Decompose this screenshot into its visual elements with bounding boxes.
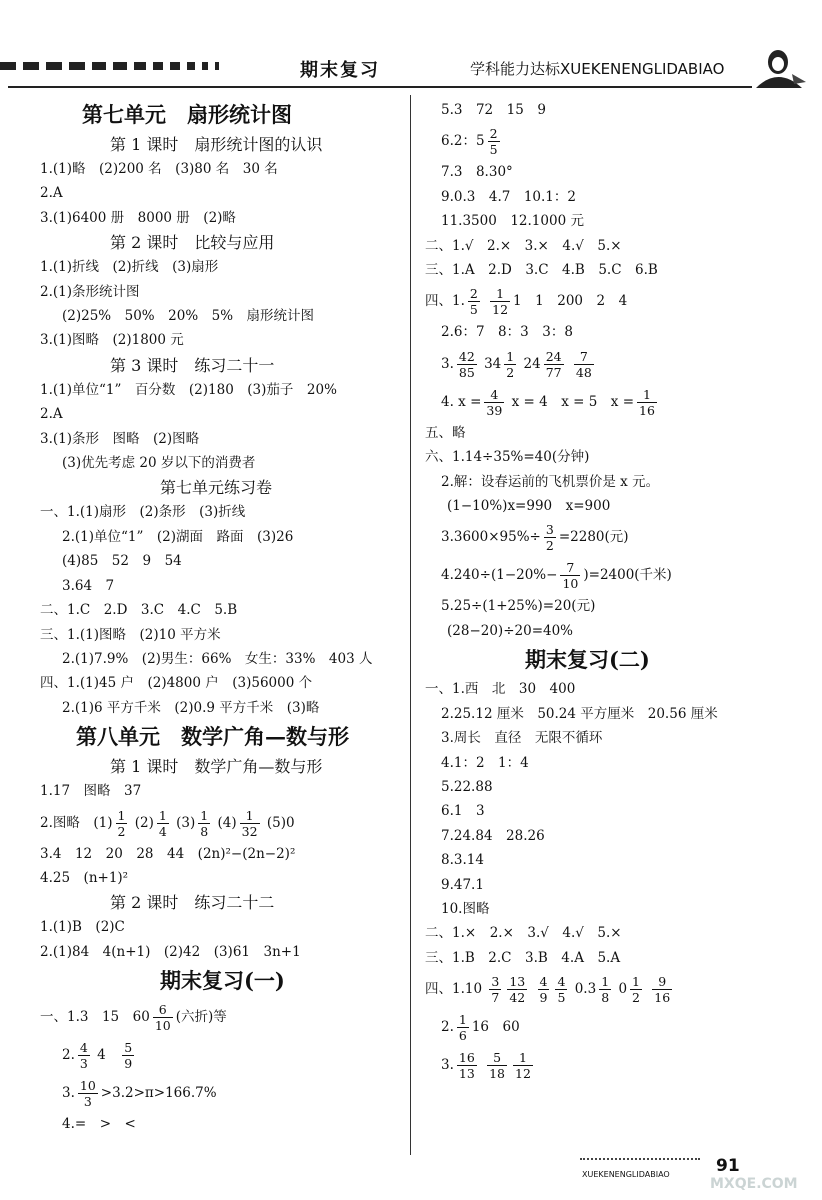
answer-line: 7.3 8.30°: [441, 164, 513, 181]
page-header: [0, 0, 822, 92]
fraction-denominator: 48: [575, 364, 592, 380]
answer-line: 4.25 (n+1)²: [40, 869, 129, 886]
fraction-denominator: 9: [124, 1056, 133, 1072]
fraction-numerator: 42: [458, 348, 475, 364]
answer-line: 四、1.(1)45 户 (2)4800 户 (3)56000 个: [40, 675, 313, 692]
fraction: [240, 808, 260, 839]
fraction-denominator: 2: [545, 538, 554, 554]
fraction-numerator: 7: [574, 349, 594, 365]
answer-line: 一、1.西 北 30 400: [425, 681, 576, 698]
answer-line: 9.47.1: [441, 876, 484, 893]
fraction-numerator: 1: [513, 1050, 533, 1066]
fraction: [157, 808, 169, 839]
answer-line: 2.A: [40, 406, 63, 423]
fraction: [78, 1040, 90, 1071]
fraction: [489, 974, 501, 1005]
fraction-numerator: 13: [509, 974, 526, 990]
fraction-numerator: 9: [652, 974, 672, 990]
answer-line: 9.0.3 4.7 10.1：2: [441, 188, 576, 205]
answer-line: 11.3500 12.1000 元: [441, 213, 584, 230]
fraction-numerator: 4: [484, 387, 504, 403]
lesson-heading: 第 1 课时 扇形统计图的认识: [110, 135, 323, 154]
fraction-denominator: 9: [539, 990, 548, 1006]
fraction: [599, 974, 611, 1005]
fraction-numerator: 6: [153, 1002, 173, 1018]
fraction: [484, 387, 504, 418]
fraction-numerator: 4: [79, 1040, 88, 1056]
fraction-denominator: 3: [79, 1056, 88, 1072]
fraction-denominator: 16: [639, 402, 655, 418]
fraction: [555, 974, 567, 1005]
fraction: [457, 349, 477, 380]
answer-line: 2.(1)84 4(n+1) (2)42 (3)61 3n+1: [40, 943, 301, 960]
answer-line-fractions: 一、1.3 15 60 $\frac{6}{10}$ (六折)等: [40, 1002, 227, 1034]
answer-line-fractions: 2.图略 (1) $\frac{1}{2}$ (2) $\frac{1}{4}$ (3) $\frac{1}{8}$ (4) $\frac{1}{32}$ (5)0: [40, 807, 295, 839]
fraction-denominator: 5: [489, 142, 498, 158]
answer-line: 3.(1)条形 图略 (2)图略: [40, 430, 200, 447]
answer-line: 二、1.√ 2.× 3.× 4.√ 5.×: [425, 237, 622, 254]
fraction-denominator: 2: [117, 823, 126, 839]
answer-line: 4.1：2 1：4: [441, 754, 529, 771]
review1-title: 期末复习(一): [160, 968, 285, 994]
fraction-numerator: 2: [469, 286, 478, 302]
fraction-numerator: 3: [545, 522, 554, 538]
fraction: [488, 126, 500, 157]
fraction-denominator: 39: [486, 402, 503, 418]
answer-line-fractions: 2. $\frac{1}{6}$ 16 60: [441, 1012, 520, 1044]
fraction-denominator: 12: [515, 1066, 531, 1082]
answer-line-fractions: 4. x = $\frac{4}{39}$ x = 4 x = 5 x = $\frac{1}{16}$: [441, 386, 655, 418]
answer-line-fractions: 3. $\frac{42}{85}$ 34 $\frac{1}{2}$ 24 $\frac{24}{77}$ $\frac{7}{48}$: [441, 348, 592, 380]
answer-line-fractions: 3. $\frac{16}{13}$ $\frac{5}{18}$ $\frac{1}{12}$: [441, 1050, 531, 1082]
answer-line: 二、1.× 2.× 3.√ 4.√ 5.×: [425, 925, 622, 942]
answer-line: 5.3 72 15 9: [441, 102, 546, 118]
fraction: [490, 286, 510, 317]
answer-line: 二、1.C 2.D 3.C 4.C 5.B: [40, 602, 238, 619]
fraction-numerator: 5: [487, 1050, 507, 1066]
fraction: [116, 808, 128, 839]
answer-line: 六、1.14÷35%=40(分钟): [425, 449, 590, 466]
fraction-numerator: 1: [158, 807, 167, 823]
answer-line-fractions: 3.3600×95%÷ $\frac{3}{2}$ =2280(元): [441, 522, 629, 554]
answer-line: 8.3.14: [441, 852, 484, 869]
fraction-denominator: 32: [241, 823, 258, 839]
answer-line: 5.25÷(1+25%)=20(元): [441, 598, 596, 615]
answer-line: 3.(1)图略 (2)1800 元: [40, 332, 184, 349]
answer-line: 7.24.84 28.26: [441, 827, 545, 844]
answer-line: 6.1 3: [441, 803, 485, 820]
fraction-numerator: 5: [124, 1040, 133, 1056]
answer-line: 2.(1)单位“1” (2)湖面 路面 (3)26: [62, 528, 294, 545]
answer-line: 2.解：设春运前的飞机票价是 x 元。: [441, 473, 660, 490]
answer-line: 3.(1)6400 册 8000 册 (2)略: [40, 209, 236, 226]
fraction-numerator: 3: [491, 974, 500, 990]
answer-line: 2.(1)6 平方千米 (2)0.9 平方千米 (3)略: [62, 699, 320, 716]
answer-line: 5.22.88: [441, 778, 493, 795]
answer-line: 2.25.12 厘米 50.24 平方厘米 20.56 厘米: [441, 705, 718, 722]
answer-line: 1.(1)单位“1” 百分数 (2)180 (3)茄子 20%: [40, 381, 337, 398]
answer-line: 1.(1)略 (2)200 名 (3)80 名 30 名: [40, 161, 278, 177]
fraction-numerator: 7: [560, 560, 580, 576]
watermark-text: MXQE.COM: [710, 1176, 798, 1192]
header-dash-pattern: [0, 62, 219, 70]
answer-line: 三、1.A 2.D 3.C 4.B 5.C 6.B: [425, 262, 658, 279]
answer-line: (2)25% 50% 20% 5% 扇形统计图: [62, 308, 315, 325]
fraction-numerator: 1: [632, 974, 640, 990]
fraction: [630, 974, 642, 1005]
fraction-denominator: 16: [654, 990, 671, 1006]
fraction: [637, 387, 657, 418]
lesson-heading: 第 3 课时 练习二十一: [110, 355, 275, 375]
fraction-denominator: 18: [489, 1066, 505, 1082]
answer-line: (4)85 52 9 54: [62, 553, 182, 570]
answer-line: 4.= > <: [62, 1116, 136, 1133]
fraction: [538, 974, 550, 1005]
answer-line-fractions: 四、1. $\frac{2}{5}$ $\frac{1}{12}$ 1 1 200 2 4: [425, 286, 628, 318]
answer-line: 3.64 7: [62, 577, 115, 594]
fraction-numerator: 4: [557, 974, 566, 990]
fraction-denominator: 12: [492, 302, 509, 318]
lesson-heading: 第 2 课时 比较与应用: [110, 233, 275, 253]
fraction-numerator: 1: [490, 286, 510, 302]
answer-line: 三、1.(1)图略 (2)10 平方米: [40, 626, 221, 643]
answer-line: 3.周长 直径 无限不循环: [441, 730, 603, 747]
header-brand: 学科能力达标XUEKENENGLIDABIAO: [470, 60, 725, 78]
answer-line-fractions: 四、1.10 $\frac{3}{7}$ $\frac{13}{42}$ $\frac{4}{9}$ $\frac{4}{5}$ 0.3 $\frac{1}{8}$ 0 $\frac{1}{2}$ $\frac{9}{16}$: [425, 974, 671, 1006]
fraction: [122, 1040, 134, 1071]
answer-line: 一、1.(1)扇形 (2)条形 (3)折线: [40, 504, 246, 521]
fraction-numerator: 24: [545, 348, 562, 364]
answer-line-fractions: 4.240÷(1−20%− $\frac{7}{10}$ )=2400(千米): [441, 560, 672, 592]
fraction: [504, 349, 516, 380]
fraction: [457, 1050, 477, 1081]
fraction: [544, 349, 564, 380]
lesson-heading: 第 1 课时 数学广角—数与形: [110, 757, 323, 777]
answer-line: 10.图略: [441, 900, 490, 917]
answer-line: 1.(1)B (2)C: [40, 919, 125, 936]
answer-line: 1.17 图略 37: [40, 783, 142, 800]
page-number: 91: [716, 1156, 740, 1176]
header-rule: [8, 86, 752, 88]
fraction-denominator: 10: [154, 1018, 171, 1034]
answer-line: 2.(1)7.9% (2)男生：66% 女生：33% 403 人: [62, 650, 373, 667]
answer-line: (1−10%)x=990 x=900: [447, 498, 611, 515]
answer-line: 2.6：7 8：3 3：8: [441, 324, 573, 341]
fraction-denominator: 8: [200, 823, 209, 839]
answer-line-fractions: 3. $\frac{10}{3}$ >3.2>π>166.7%: [62, 1078, 217, 1110]
fraction-denominator: 7: [491, 990, 500, 1006]
fraction-denominator: 6: [458, 1028, 467, 1044]
fraction-denominator: 85: [458, 364, 475, 380]
unit8-title: 第八单元 数学广角—数与形: [76, 724, 349, 750]
answer-line: 三、1.B 2.C 3.B 4.A 5.A: [425, 949, 621, 966]
fraction-numerator: 1: [240, 808, 260, 824]
footer-dots: [580, 1158, 700, 1160]
fraction-denominator: 2: [632, 990, 640, 1006]
review2-title: 期末复习(二): [525, 647, 650, 673]
test-heading: 第七单元练习卷: [160, 478, 273, 498]
answer-line: (3)优先考虑 20 岁以下的消费者: [62, 455, 256, 472]
fraction-numerator: 10: [79, 1078, 96, 1094]
fraction-numerator: 1: [200, 807, 209, 823]
fraction-numerator: 2: [489, 126, 498, 142]
answer-line: 1.(1)折线 (2)折线 (3)扇形: [40, 259, 219, 276]
fraction-numerator: 1: [458, 1012, 467, 1028]
fraction-denominator: 10: [562, 576, 579, 592]
mascot-icon: [748, 44, 808, 90]
fraction: [153, 1002, 173, 1033]
fraction-denominator: 2: [506, 364, 515, 380]
fraction: [78, 1078, 98, 1109]
header-title: 期末复习: [300, 60, 380, 81]
fraction-denominator: 77: [545, 364, 562, 380]
right-column: [425, 98, 795, 1084]
lesson-heading: 第 2 课时 练习二十二: [110, 893, 275, 913]
unit7-title: 第七单元 扇形统计图: [82, 102, 292, 127]
answer-line: 2.A: [40, 185, 63, 202]
fraction: [574, 349, 594, 380]
fraction: [652, 974, 672, 1005]
answer-line: 3.4 12 20 28 44 (2n)²−(2n−2)²: [40, 845, 296, 862]
fraction: [198, 808, 210, 839]
fraction-denominator: 5: [557, 990, 566, 1006]
fraction-denominator: 13: [458, 1066, 475, 1082]
fraction-numerator: 1: [117, 807, 126, 823]
fraction-denominator: 8: [601, 990, 610, 1006]
fraction: [487, 1050, 507, 1081]
fraction: [457, 1012, 469, 1043]
answer-line-fractions: 6.2：5 $\frac{2}{5}$: [441, 126, 498, 158]
answer-line: 五、略: [425, 424, 466, 441]
fraction-numerator: 4: [539, 974, 548, 990]
fraction: [544, 522, 556, 553]
answer-line-fractions: 2. $\frac{4}{3}$ 4 $\frac{5}{9}$: [62, 1040, 133, 1072]
fraction-denominator: 4: [158, 823, 167, 839]
fraction-numerator: 1: [601, 974, 610, 990]
fraction-numerator: 16: [458, 1050, 475, 1066]
fraction-denominator: 5: [469, 302, 478, 318]
fraction-denominator: 3: [83, 1094, 92, 1110]
fraction: [507, 974, 527, 1005]
fraction-denominator: 42: [509, 990, 526, 1006]
left-column: [40, 98, 405, 1137]
fraction: [513, 1050, 533, 1081]
footer-code: XUEKENENGLIDABIAO: [582, 1170, 670, 1179]
answer-line: 2.(1)条形统计图: [40, 283, 140, 300]
fraction-numerator: 1: [637, 387, 657, 403]
column-divider: [410, 95, 411, 1155]
fraction-numerator: 1: [506, 348, 515, 364]
fraction: [468, 286, 480, 317]
fraction: [560, 560, 580, 591]
answer-line: (28−20)÷20=40%: [447, 622, 574, 639]
